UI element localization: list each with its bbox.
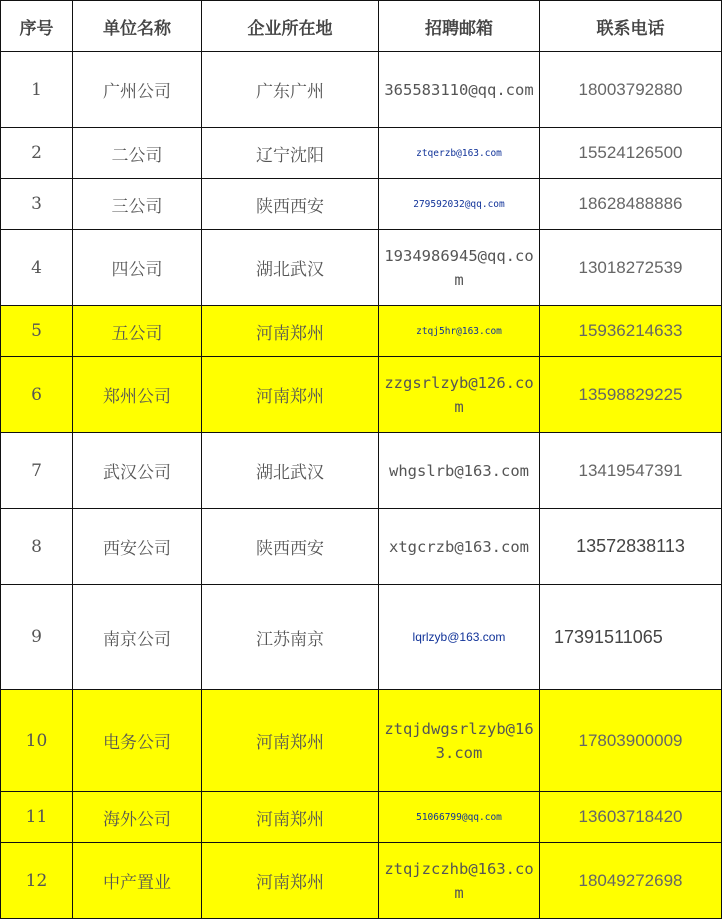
row-email: ztqjzczhb@163.com: [379, 843, 540, 919]
header-phone: 联系电话: [540, 1, 722, 52]
row-no: 12: [1, 843, 73, 919]
header-email: 招聘邮箱: [379, 1, 540, 52]
row-email: 51066799@qq.com: [379, 792, 540, 843]
row-phone: 18049272698: [540, 843, 722, 919]
table-row: [1, 792, 722, 843]
row-no: 5: [1, 306, 73, 357]
row-phone: 18628488886: [540, 179, 722, 230]
header-no: 序号: [1, 1, 73, 52]
row-no: 3: [1, 179, 73, 230]
row-company-name: 武汉公司: [73, 433, 202, 509]
row-phone: 13603718420: [540, 792, 722, 843]
row-no: 8: [1, 509, 73, 585]
row-location: 湖北武汉: [202, 230, 379, 306]
row-location: 广东广州: [202, 52, 379, 128]
table-row: [1, 509, 722, 585]
table-row: [1, 433, 722, 509]
table-row: [1, 306, 722, 357]
row-email: ztqj5hr@163.com: [379, 306, 540, 357]
row-location: 河南郑州: [202, 843, 379, 919]
row-phone: 17391511065: [540, 585, 722, 690]
row-phone: 15936214633: [540, 306, 722, 357]
header-row: [1, 1, 722, 52]
row-company-name: 南京公司: [73, 585, 202, 690]
row-location: 江苏南京: [202, 585, 379, 690]
row-phone: 13598829225: [540, 357, 722, 433]
row-no: 9: [1, 585, 73, 690]
row-no: 10: [1, 690, 73, 792]
row-email: 1934986945@qq.com: [379, 230, 540, 306]
row-location: 河南郑州: [202, 306, 379, 357]
row-email: ztqjdwgsrlzyb@163.com: [379, 690, 540, 792]
row-email: 365583110@qq.com: [379, 52, 540, 128]
header-name: 单位名称: [73, 1, 202, 52]
row-phone: 18003792880: [540, 52, 722, 128]
row-email: whgslrb@163.com: [379, 433, 540, 509]
row-email: xtgcrzb@163.com: [379, 509, 540, 585]
row-location: 辽宁沈阳: [202, 128, 379, 179]
table-row: [1, 179, 722, 230]
row-email: lqrlzyb@163.com: [379, 585, 540, 690]
row-phone: 13419547391: [540, 433, 722, 509]
row-location: 陕西西安: [202, 179, 379, 230]
table-row: [1, 230, 722, 306]
row-company-name: 海外公司: [73, 792, 202, 843]
table-row: [1, 52, 722, 128]
table-row: [1, 128, 722, 179]
row-phone: 13572838113: [540, 509, 722, 585]
row-no: 2: [1, 128, 73, 179]
row-no: 7: [1, 433, 73, 509]
row-no: 4: [1, 230, 73, 306]
row-location: 河南郑州: [202, 690, 379, 792]
row-company-name: 电务公司: [73, 690, 202, 792]
row-company-name: 郑州公司: [73, 357, 202, 433]
table-row: [1, 843, 722, 919]
row-company-name: 五公司: [73, 306, 202, 357]
row-email: zzgsrlzyb@126.com: [379, 357, 540, 433]
row-company-name: 西安公司: [73, 509, 202, 585]
row-company-name: 广州公司: [73, 52, 202, 128]
row-location: 陕西西安: [202, 509, 379, 585]
row-phone: 15524126500: [540, 128, 722, 179]
row-company-name: 中产置业: [73, 843, 202, 919]
row-no: 1: [1, 52, 73, 128]
row-location: 河南郑州: [202, 792, 379, 843]
table-row: [1, 357, 722, 433]
row-phone: 17803900009: [540, 690, 722, 792]
row-company-name: 三公司: [73, 179, 202, 230]
row-email: ztqerzb@163.com: [379, 128, 540, 179]
row-email: 279592032@qq.com: [379, 179, 540, 230]
header-location: 企业所在地: [202, 1, 379, 52]
row-location: 河南郑州: [202, 357, 379, 433]
row-no: 6: [1, 357, 73, 433]
row-location: 湖北武汉: [202, 433, 379, 509]
table-row: [1, 690, 722, 792]
table-row: [1, 585, 722, 690]
row-no: 11: [1, 792, 73, 843]
row-phone: 13018272539: [540, 230, 722, 306]
row-company-name: 四公司: [73, 230, 202, 306]
row-company-name: 二公司: [73, 128, 202, 179]
